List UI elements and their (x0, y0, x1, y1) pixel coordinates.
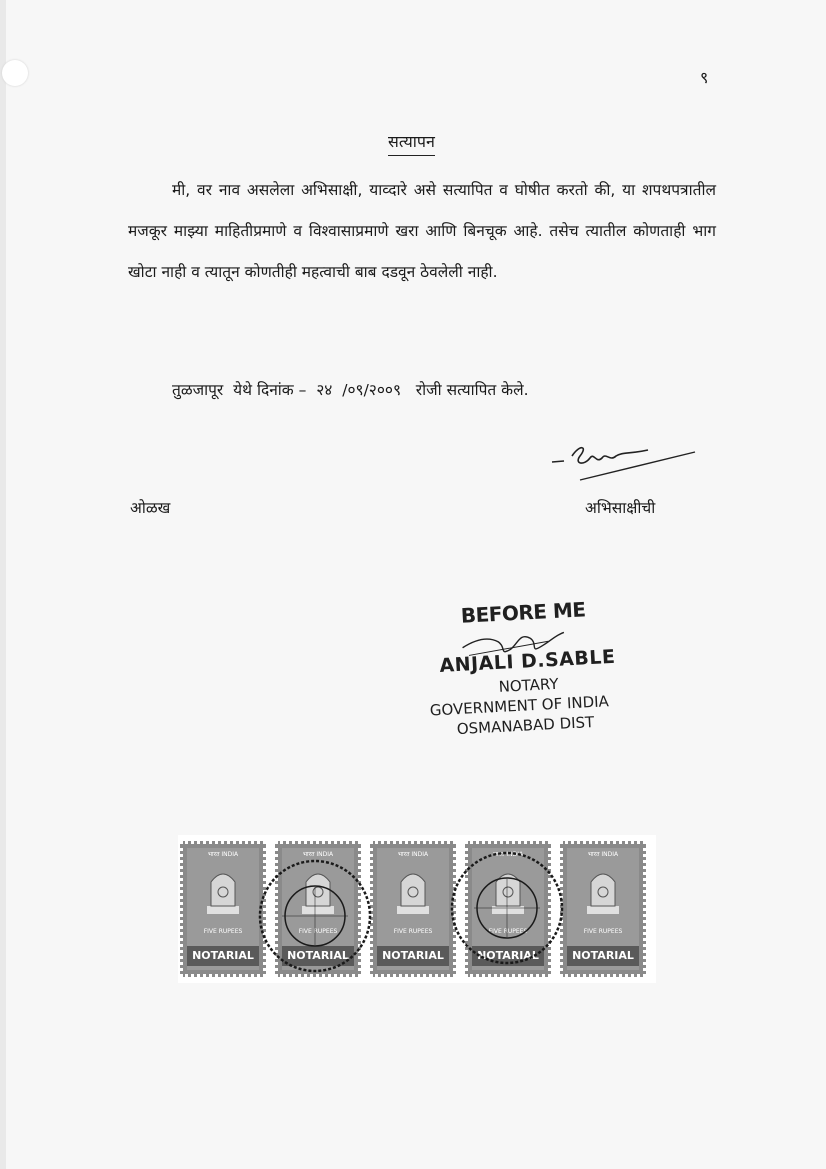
notary-seal (416, 592, 654, 754)
notary-name: ANJALI D.SABLE (438, 645, 616, 677)
place-date-line: तुळजापूर येथे दिनांक – २४ /०९/२००९ रोजी सत्यापित केले. (172, 381, 529, 399)
stamp-notarial-label: NOTARIAL (472, 946, 544, 966)
page-edge (0, 0, 6, 1169)
identified-label: ओळख (130, 499, 171, 517)
notarial-stamp (180, 841, 266, 977)
page-number: ९ (700, 68, 709, 87)
punch-hole (2, 60, 28, 86)
stamp-top-text: भारत INDIA (302, 851, 334, 858)
notary-government: GOVERNMENT OF INDIA (429, 692, 610, 720)
notarial-stamp-strip (178, 835, 656, 983)
page-title: सत्यापन (388, 130, 435, 156)
stamp-top-text: भारत INDIA (397, 851, 429, 858)
notarial-stamp (370, 841, 456, 977)
notary-district: OSMANABAD DIST (456, 712, 595, 739)
postmark-seal (448, 849, 566, 967)
stamp-notarial-label: NOTARIAL (282, 946, 354, 966)
stamp-top-text: भारत INDIA (587, 851, 619, 858)
stamp-notarial-label: NOTARIAL (567, 946, 639, 966)
stamp-top-text: भारत INDIA (492, 851, 524, 858)
stamp-value-text: FIVE RUPEES (583, 928, 623, 935)
notarial-stamp (560, 841, 646, 977)
ashoka-emblem-icon (197, 862, 249, 922)
stamp-value-text: FIVE RUPEES (488, 928, 528, 935)
stamp-value-text: FIVE RUPEES (203, 928, 243, 935)
stamp-value-text: FIVE RUPEES (298, 928, 338, 935)
stamp-top-text: भारत INDIA (207, 851, 239, 858)
ashoka-emblem-icon (387, 862, 439, 922)
stamp-notarial-label: NOTARIAL (187, 946, 259, 966)
stamp-notarial-label: NOTARIAL (377, 946, 449, 966)
postmark-seal (256, 857, 374, 975)
before-me-text: BEFORE ME (460, 597, 587, 628)
notary-title: NOTARY (498, 674, 559, 696)
stamp-value-text: FIVE RUPEES (393, 928, 433, 935)
deponent-label: अभिसाक्षीची (585, 499, 656, 517)
deponent-signature (550, 438, 700, 498)
ashoka-emblem-icon (577, 862, 629, 922)
verification-paragraph: मी, वर नाव असलेला अभिसाक्षी, याव्दारे असे सत्यापित व घोषीत करतो की, या शपथपत्रातील मजकूर माझ्या माहितीप्रमाणे व विश्वासाप्रमाणे खरा आणि बिनचूक आहे. तसेच त्यातील कोणताही भाग खोटा नाही व त्यातून कोणतीही महत्वाची बाब दडवून ठेवलेली नाही. (128, 181, 716, 281)
